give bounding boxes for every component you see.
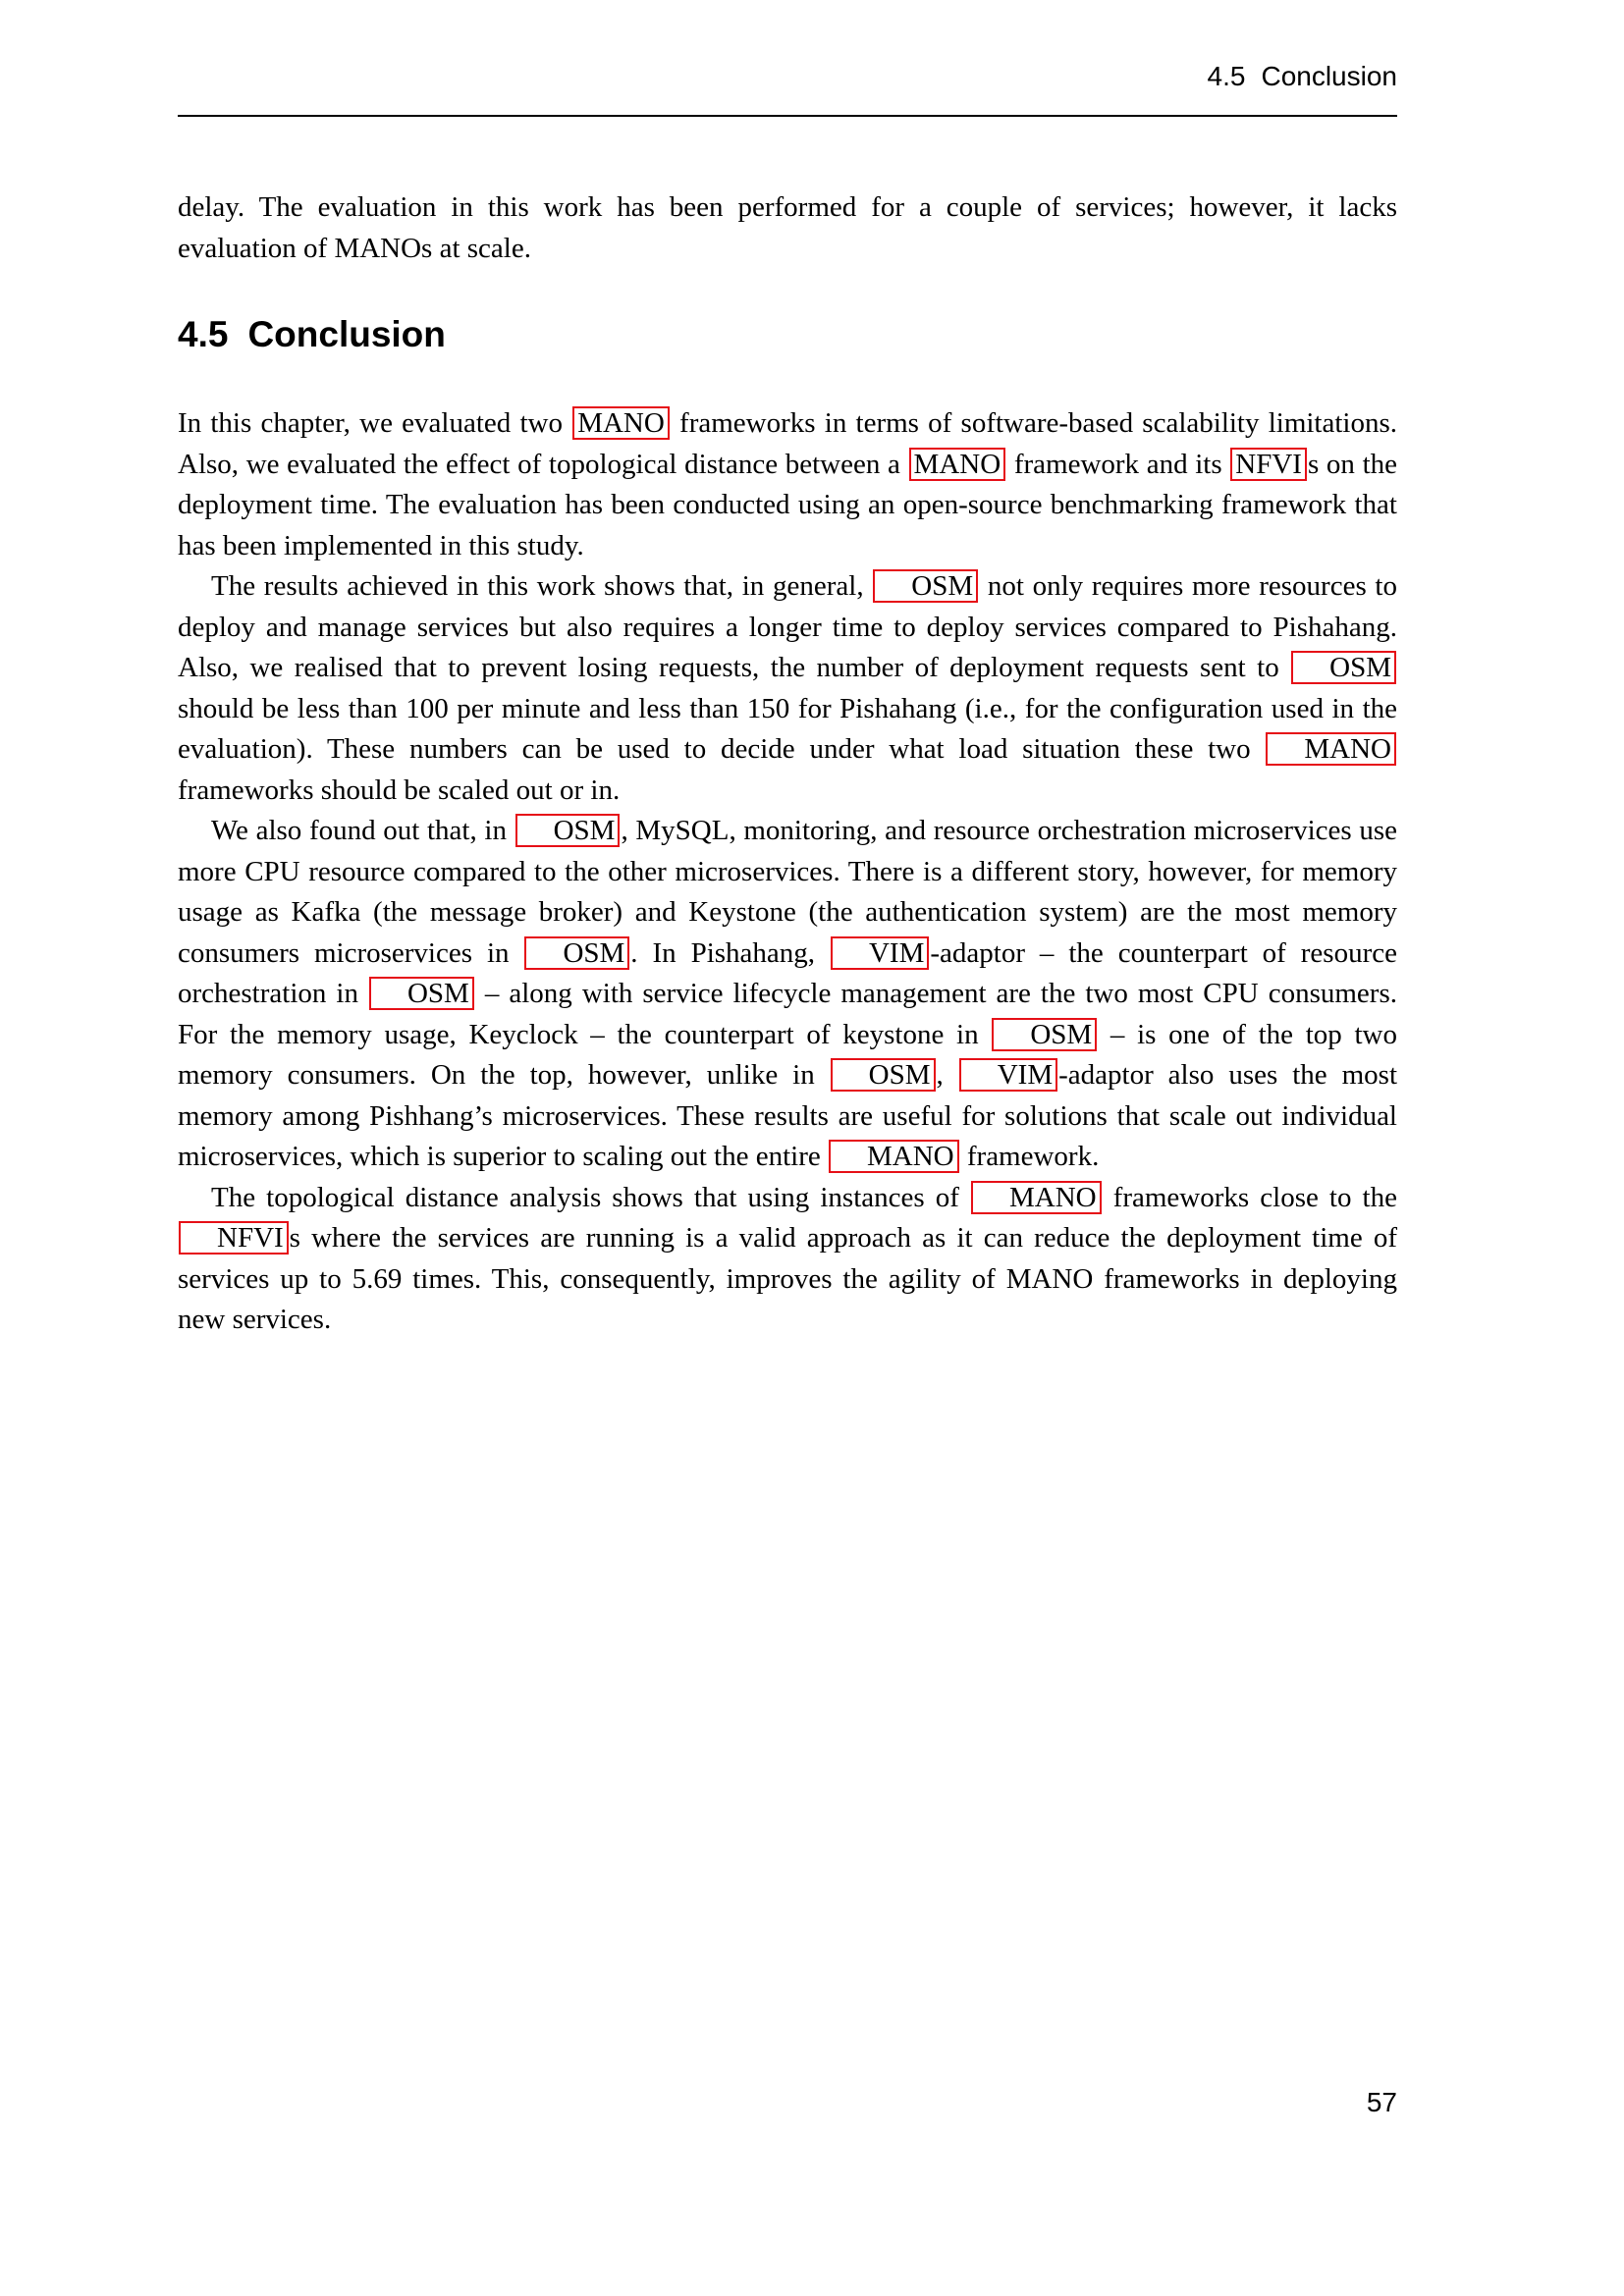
page-number: 57: [1366, 2087, 1397, 2117]
acronym-link-vim[interactable]: VIM: [831, 936, 929, 970]
acronym-link-osm[interactable]: OSM: [992, 1018, 1097, 1051]
acronym-link-vim[interactable]: VIM: [959, 1058, 1057, 1092]
running-header-section-title: Conclusion: [1261, 61, 1397, 91]
section-heading-number: 4.5: [178, 314, 229, 354]
paragraph-continuation: delay. The evaluation in this work has been performed for a couple of services; however, it lacks evaluation of MANOs at scale.: [178, 191, 1397, 264]
page-content: [178, 187, 1397, 1341]
acronym-link-mano[interactable]: MANO: [572, 406, 670, 440]
running-header: [178, 61, 1397, 92]
acronym-link-mano[interactable]: MANO: [971, 1181, 1102, 1214]
acronym-link-osm[interactable]: OSM: [1291, 651, 1396, 684]
paragraph: The results achieved in this work shows that, in general, OSM not only requires more resources to deploy and manage services but also requires a longer time to deploy services compared to Pishahang. Also, we realised that to prevent losing requests, the number of deployment requests sent to OSM should be less than 100 per minute and less than 150 for Pishahang (i.e., for the configuration used in the evaluation). These numbers can be used to decide under what load situation these two MANO frameworks should be scaled out or in.: [178, 570, 1397, 806]
acronym-link-osm[interactable]: OSM: [369, 977, 474, 1010]
running-header-section-number: 4.5: [1207, 61, 1246, 91]
section-heading: [178, 315, 1397, 354]
acronym-link-osm[interactable]: OSM: [524, 936, 629, 970]
acronym-link-osm[interactable]: OSM: [515, 814, 621, 847]
paragraph: We also found out that, in OSM , MySQL, monitoring, and resource orchestration microservices use more CPU resource compared to the other microservices. There is a different story, however, for memory usage as Kafka (the message broker) and Keystone (the authentication system) are the most memory consumers microservices in OSM . In Pishahang, VIM -adaptor – the counterpart of resource orchestration in OSM – along with service lifecycle management are the two most CPU consumers. For the memory usage, Keyclock – the counterpart of keystone in OSM – is one of the top two memory consumers. On the top, however, unlike in OSM , VIM -adaptor also uses the most memory among Pishhang’s microservices. These results are useful for solutions that scale out individual microservices, which is superior to scaling out the entire MANO framework.: [178, 815, 1398, 1172]
acronym-link-nfvi[interactable]: NFVI: [179, 1221, 289, 1255]
acronym-link-osm[interactable]: OSM: [831, 1058, 936, 1092]
acronym-link-mano[interactable]: MANO: [829, 1140, 959, 1173]
paragraph: In this chapter, we evaluated two MANO frameworks in terms of software-based scalability limitations. Also, we evaluated the effect of topological distance between a MANO framework and its NFVI s on the deployment time. The evaluation has been conducted using an open-source benchmarking framework that has been implemented in this study.: [178, 407, 1398, 561]
paragraph: The topological distance analysis shows that using instances of MANO frameworks close to the NFVI s where the services are running is a valid approach as it can reduce the deployment time of services up to 5.69 times. This, consequently, improves the agility of MANO frameworks in deploying new services.: [178, 1181, 1397, 1335]
section-heading-title: Conclusion: [247, 314, 446, 354]
header-rule: [178, 115, 1397, 117]
acronym-link-nfvi[interactable]: NFVI: [1230, 448, 1307, 481]
acronym-link-mano[interactable]: MANO: [909, 448, 1006, 481]
acronym-link-osm[interactable]: OSM: [873, 569, 978, 603]
acronym-link-mano[interactable]: MANO: [1266, 732, 1396, 766]
